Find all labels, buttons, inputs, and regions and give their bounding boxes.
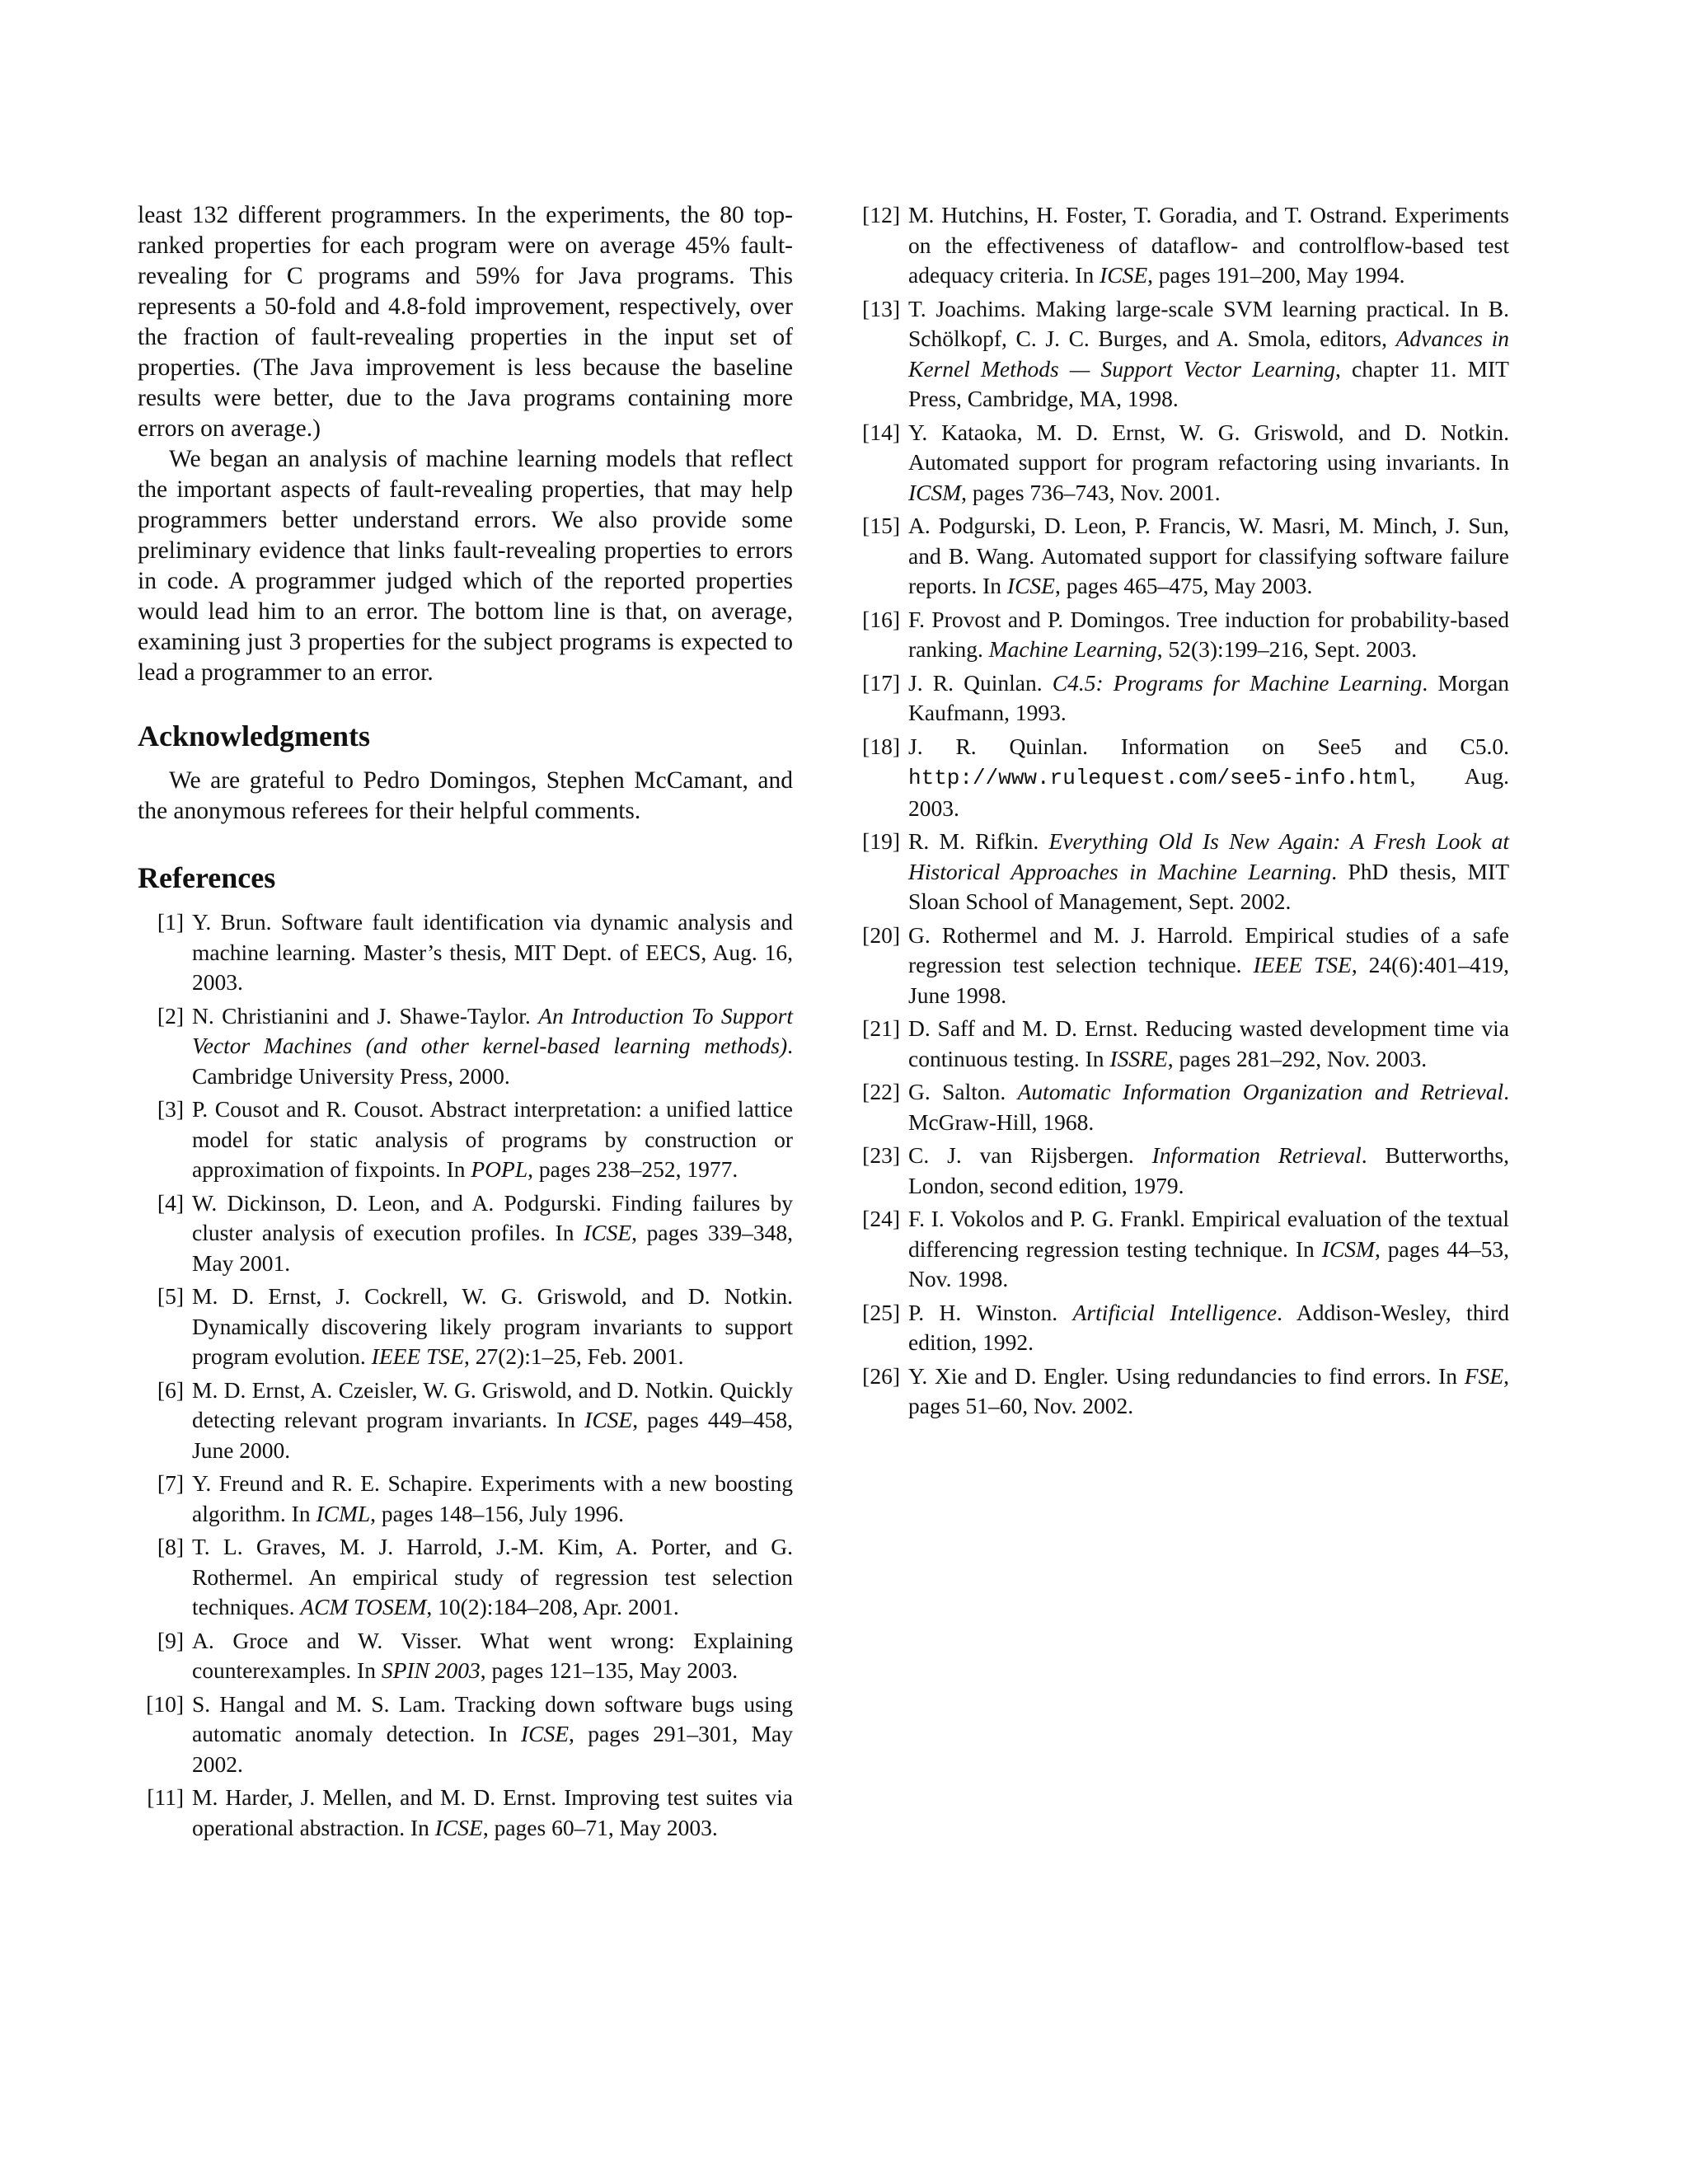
reference-venue: ICSE [434,1814,483,1840]
reference-text: R. M. Rifkin. [908,828,1049,854]
reference-tail: , pages 51–60, Nov. 2002. [908,1362,1509,1418]
reference-text: F. Provost and P. Domingos. Tree induction for probability-based ranking. [908,606,1509,662]
reference-item [138,1001,793,1092]
reference-text: G. Salton. [908,1079,1018,1104]
reference-item [138,1376,793,1466]
reference-number: [6] [157,1376,184,1403]
reference-item [138,1094,793,1185]
reference-tail: , pages 736–743, Nov. 2001. [961,479,1221,505]
reference-venue: ICSE [584,1220,632,1245]
reference-number: [13] [862,295,900,321]
reference-tail: . PhD thesis, MIT Sloan School of Management, Sept. 2002. [908,858,1509,914]
reference-tail: , Aug. 2003. [908,763,1509,821]
reference-list-right [854,200,1509,1422]
reference-tail: , pages 121–135, May 2003. [480,1657,738,1683]
reference-item [854,668,1509,729]
reference-item [854,200,1509,291]
reference-venue: ACM TOSEM [300,1594,427,1619]
reference-number: [22] [862,1079,900,1104]
reference-venue: FSE [1464,1362,1504,1389]
reference-venue: ICSE [520,1721,570,1746]
reference-tail: , 10(2):184–208, Apr. 2001. [426,1594,679,1619]
reference-venue: ICML [316,1500,371,1526]
reference-item [138,1188,793,1279]
reference-number: [10] [146,1690,184,1717]
reference-venue: SPIN 2003 [381,1657,481,1683]
reference-venue: C4.5: Programs for Machine Learning [1052,669,1423,696]
reference-text: Y. Kataoka, M. D. Ernst, W. G. Griswold, and D. Notkin. Automated support for program refactoring using invariants. In [908,419,1509,475]
reference-venue: Automatic Information Organization and Retrieval [1017,1079,1504,1104]
reference-text: A. Groce and W. Visser. What went wrong: Explaining counterexamples. In [192,1627,793,1683]
reference-number: [11] [147,1784,184,1810]
reference-text: J. R. Quinlan. Information on See5 and C5.0. [908,733,1509,759]
reference-url-link[interactable]: http://www.rulequest.com/see5-info.html [908,766,1410,790]
reference-number: [7] [157,1470,184,1496]
reference-text: M. Hutchins, H. Foster, T. Goradia, and T. Ostrand. Experiments on the effectiveness of dataflow- and controlflow-based test adequacy criteria. In [908,202,1509,288]
reference-text: S. Hangal and M. S. Lam. Tracking down software bugs using automatic anomaly detection. In [192,1690,793,1746]
right-column [854,200,1509,1425]
reference-tail: , 52(3):199–216, Sept. 2003. [1156,636,1418,662]
reference-item [138,1469,793,1529]
reference-item [138,1783,793,1843]
reference-tail: , pages 339–348, May 2001. [192,1220,793,1276]
body-paragraph-2: We began an analysis of machine learning models that reflect the important aspects of fault-revealing properties, that may help programmers better understand errors. We also provide some preliminary evidence that links fault-revealing properties to errors in code. A programmer judged which of the reported properties would lead him to an error. The bottom line is that, on average, examining just 3 properties for the subject programs is expected to lead a programmer to an error. [138,446,793,686]
reference-number: [25] [862,1299,900,1325]
reference-venue: Information Retrieval [1151,1142,1362,1168]
reference-tail: , pages 148–156, July 1996. [370,1500,625,1526]
reference-text: P. Cousot and R. Cousot. Abstract interpretation: a unified lattice model for static analysis of programs by construction or approximation of fixpoints. In [192,1096,793,1182]
reference-number: [20] [862,921,900,948]
reference-item [854,418,1509,509]
reference-tail: , chapter 11. MIT Press, Cambridge, MA, 1998. [908,355,1509,411]
reference-item [138,1282,793,1372]
reference-number: [17] [862,669,900,696]
reference-tail: , pages 281–292, Nov. 2003. [1167,1045,1428,1071]
reference-venue: Advances in Kernel Methods — Support Vector Learning [908,326,1509,382]
reference-venue: ISSRE [1109,1045,1168,1071]
reference-text: T. L. Graves, M. J. Harrold, J.-M. Kim, A. Porter, and G. Rothermel. An empirical study of regression test selection techniques. [192,1534,793,1619]
reference-venue: ICSE [584,1407,633,1432]
reference-number: [2] [157,1002,184,1029]
reference-venue: ICSM [1321,1235,1375,1262]
reference-tail: , pages 44–53, Nov. 1998. [908,1235,1509,1291]
reference-text: A. Podgurski, D. Leon, P. Francis, W. Masri, M. Minch, J. Sun, and B. Wang. Automated support for classifying software failure reports. In [908,513,1509,598]
reference-text: G. Rothermel and M. J. Harrold. Empirical studies of a safe regression test selection technique. [908,921,1509,977]
reference-text: Y. Freund and R. E. Schapire. Experiments with a new boosting algorithm. In [192,1470,793,1526]
reference-number: [8] [157,1534,184,1559]
reference-number: [9] [157,1627,184,1653]
reference-tail: , pages 291–301, May 2002. [192,1721,793,1777]
reference-text: Y. Brun. Software fault identification via dynamic analysis and machine learning. Master’s thesis, MIT Dept. of EECS, Aug. 16, 2003. [192,909,793,995]
reference-text: W. Dickinson, D. Leon, and A. Podgurski. Finding failures by cluster analysis of execution profiles. In [192,1189,793,1245]
reference-item [854,511,1509,602]
reference-item [854,294,1509,415]
reference-venue: ICSM [908,479,962,505]
reference-venue: ICSE [1100,262,1148,288]
reference-text: M. Harder, J. Mellen, and M. D. Ernst. Improving test suites via operational abstraction. In [192,1784,793,1840]
reference-tail: , 24(6):401–419, June 1998. [908,952,1509,1008]
reference-tail: , pages 191–200, May 1994. [1147,262,1405,288]
reference-text: N. Christianini and J. Shawe-Taylor. [192,1002,539,1029]
reference-tail: . Addison-Wesley, third edition, 1992. [908,1299,1509,1355]
reference-number: [15] [862,513,900,538]
reference-item [138,1626,793,1686]
reference-number: [5] [157,1283,184,1309]
reference-item [854,732,1509,824]
reference-text: C. J. van Rijsbergen. [908,1142,1152,1168]
reference-venue: Machine Learning [988,636,1157,662]
reference-text: P. H. Winston. [908,1299,1073,1325]
reference-list-left [138,907,793,1843]
reference-tail: . Butterworths, London, second edition, 1979. [908,1142,1509,1198]
reference-tail: , pages 465–475, May 2003. [1054,573,1313,598]
reference-number: [18] [862,733,900,759]
reference-number: [14] [862,419,900,445]
acknowledgments-heading: Acknowledgments [138,719,371,752]
reference-venue: An Introduction To Support Vector Machines (and other kernel-based learning methods) [192,1002,793,1058]
reference-venue: IEEE TSE [371,1343,464,1369]
reference-item [854,1298,1509,1358]
reference-text: D. Saff and M. D. Ernst. Reducing wasted development time via continuous testing. In [908,1015,1509,1071]
reference-item [854,605,1509,665]
reference-tail: , pages 449–458, June 2000. [192,1407,793,1463]
reference-item [854,1077,1509,1137]
references-heading: References [138,861,276,894]
reference-tail: , pages 60–71, May 2003. [482,1814,718,1840]
reference-number: [24] [862,1206,900,1231]
reference-venue: ICSE [1006,573,1055,598]
reference-tail: . Morgan Kaufmann, 1993. [908,669,1510,725]
reference-item [854,1204,1509,1295]
reference-venue: Artificial Intelligence [1072,1299,1278,1325]
reference-number: [21] [862,1015,900,1041]
reference-number: [4] [157,1189,184,1216]
reference-item [854,827,1509,917]
reference-item [854,1141,1509,1201]
reference-text: Y. Xie and D. Engler. Using redundancies to find errors. In [908,1362,1465,1389]
reference-venue: Everything Old Is New Again: A Fresh Look at Historical Approaches in Machine Learning [908,828,1509,884]
reference-number: [19] [862,828,900,854]
reference-venue: IEEE TSE [1253,952,1352,977]
reference-text: M. D. Ernst, J. Cockrell, W. G. Griswold, and D. Notkin. Dynamically discovering likely program invariants to support program evolution. [192,1283,793,1369]
reference-number: [12] [862,202,900,227]
reference-number: [1] [157,909,184,935]
reference-item [138,1532,793,1623]
reference-tail: . McGraw-Hill, 1968. [908,1079,1509,1135]
reference-text: T. Joachims. Making large-scale SVM learning practical. In B. Schölkopf, C. J. C. Burges, and A. Smola, editors, [908,295,1509,351]
reference-item [854,1014,1509,1074]
reference-item [138,907,793,998]
reference-item [138,1690,793,1780]
reference-text: M. D. Ernst, A. Czeisler, W. G. Griswold, and D. Notkin. Quickly detecting relevant program invariants. In [192,1376,793,1432]
reference-venue: POPL [471,1156,528,1182]
reference-number: [3] [157,1096,184,1122]
reference-number: [16] [862,606,900,632]
reference-tail: , 27(2):1–25, Feb. 2001. [463,1343,684,1369]
acknowledgments-text: We are grateful to Pedro Domingos, Stephen McCamant, and the anonymous referees for their helpful comments. [138,767,793,824]
reference-text: J. R. Quinlan. [908,669,1053,696]
reference-item [854,921,1509,1011]
reference-number: [26] [862,1362,900,1389]
body-paragraph-1: least 132 different programmers. In the experiments, the 80 top-ranked properties for each program were on average 45% fault-revealing for C programs and 59% for Java programs. This represents a 50-fold and 4.8-fold improvement, respectively, over the fraction of fault-revealing properties in the input set of properties. (The Java improvement is less because the baseline results were better, due to the Java programs containing more errors on average.) [138,202,793,442]
left-column [138,200,793,1846]
reference-text: F. I. Vokolos and P. G. Frankl. Empirical evaluation of the textual differencing regression testing technique. In [908,1206,1509,1262]
reference-tail: . Cambridge University Press, 2000. [192,1033,793,1089]
reference-item [854,1361,1509,1422]
reference-tail: , pages 238–252, 1977. [528,1156,738,1182]
reference-number: [23] [862,1142,900,1168]
